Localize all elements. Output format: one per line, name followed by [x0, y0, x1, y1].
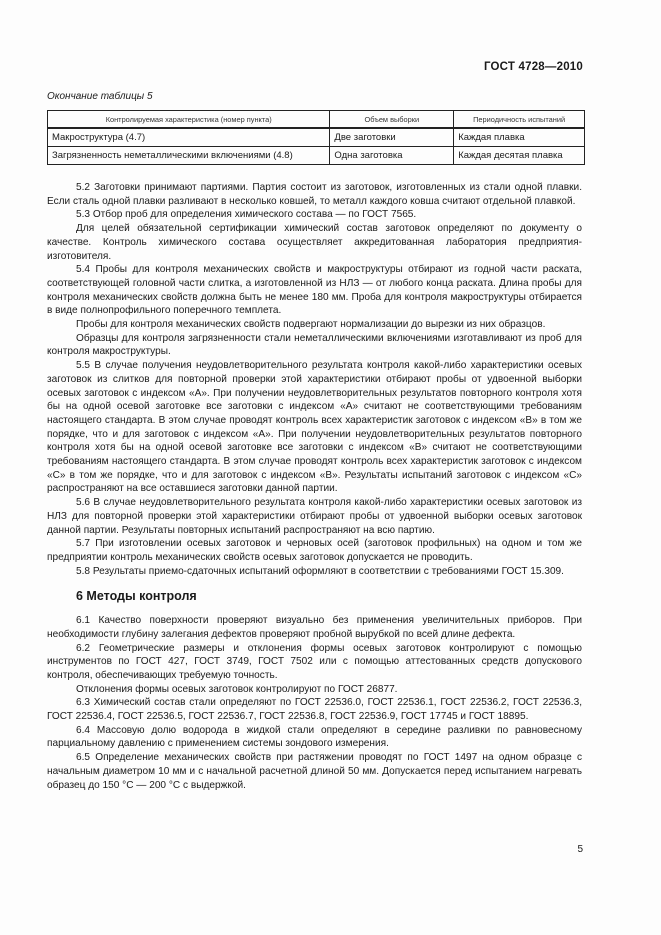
paragraph-5-4: 5.4 Пробы для контроля механических свойств и макроструктуры отбирают из годной части раската, соответствующей головной части слитка, а изготовленной из НЛЗ — от любого конца раската. Длина пробы для контроля механических свойств должна быть не менее 180 мм. Проба для контроля макроструктуры отбирается в виде полнопрофильного поперечного темплета.: [47, 264, 582, 317]
paragraph-5-4-cont-2: Образцы для контроля загрязненности стали неметаллическими включениями изготавливают из проб для контроля макроструктуры.: [47, 332, 582, 358]
paragraph-6-2-cont: Отклонения формы осевых заготовок контролируют по ГОСТ 26877.: [76, 683, 398, 695]
paragraph-6-3: 6.3 Химический состав стали определяют по ГОСТ 22536.0, ГОСТ 22536.1, ГОСТ 22536.2, ГОСТ 22536.3, ГОСТ 22536.4, ГОСТ 22536.5, ГОСТ 22536.7, ГОСТ 22536.8, ГОСТ 22536.9, ГОСТ 17745 и ГОСТ 18895.: [47, 697, 582, 723]
page-number: 5: [577, 844, 583, 855]
paragraph-6-5: 6.5 Определение механических свойств при растяжении проводят по ГОСТ 1497 на одном образце с начальным диаметром 10 мм и с начальной расчетной длиной 50 мм. Допускается перед испытанием нагревать образец до 150 °С — 200 °С с выдержкой.: [47, 752, 582, 791]
paragraph-5-3-cont: Для целей обязательной сертификации химический состав заготовок определяют по документу о качестве. Контроль химического состава осуществляет аккредитованная лаборатория предприятия-изготовителя.: [47, 223, 582, 262]
control-table: [47, 110, 585, 165]
table-cell: Каждая десятая плавка: [454, 147, 585, 165]
paragraph-5-2: 5.2 Заготовки принимают партиями. Партия состоит из заготовок, изготовленных из стали одной плавки. Если сталь одной плавки разливают в несколько ковшей, то металл каждого ковша считают отдельной плавкой.: [47, 182, 582, 207]
paragraph-5-8: 5.8 Результаты приемо-сдаточных испытаний оформляют в соответствии с требованиями ГОСТ 15.309.: [76, 565, 564, 577]
column-header-frequency: Периодичность испытаний: [454, 111, 585, 129]
paragraph-5-5: 5.5 В случае получения неудовлетворительного результата контроля какой-либо характеристики осевых заготовок из слитков для повторной проверки этой характеристики отбирают пробы от удвоенной выборки осевых заготовок с индексом «А». При получении неудовлетворительных результатов повторного контроля хотя бы на одной осевой заготовке все заготовки с индексом «А» считают не соответствующими требованиям настоящего стандарта. В этом случае проводят контроль всех характеристик заготовок с индексом «В» в том же порядке, что и для заготовок с индексом «А». При получении неудовлетворительных результатов повторного контроля хотя бы на одной осевой заготовке все заготовки с индексом «В» считают не соответствующими требованиям настоящего стандарта. В этом случае проводят контроль всех характеристик заготовок с индексом «С» в том же порядке, что и для заготовок с индексом «В». Результаты испытаний заготовок с индексом «С» распространяют на все оставшиеся заготовки данной партии.: [47, 360, 582, 495]
document-body: [47, 181, 582, 792]
table-cell: Макроструктура (4.7): [48, 128, 330, 147]
table-cell: Две заготовки: [330, 128, 454, 147]
table-cell: Каждая плавка: [454, 128, 585, 147]
paragraph-5-7: 5.7 При изготовлении осевых заготовок и черновых осей (заготовок профильных) на одном и том же предприятии контроль механических свойств осевых заготовок допускается не проводить.: [47, 538, 582, 563]
paragraph-5-4-cont: Пробы для контроля механических свойств подвергают нормализации до вырезки из них образцов.: [76, 319, 546, 331]
table-cell: Одна заготовка: [330, 147, 454, 165]
table-row: [48, 128, 585, 147]
table-caption: Окончание таблицы 5: [47, 91, 153, 102]
document-code: ГОСТ 4728—2010: [483, 61, 583, 73]
paragraph-5-3: 5.3 Отбор проб для определения химического состава — по ГОСТ 7565.: [76, 209, 417, 221]
column-header-sample-size: Объем выборки: [330, 111, 454, 129]
table-header-row: [48, 111, 585, 129]
paragraph-5-6: 5.6 В случае неудовлетворительного результата контроля какой-либо характеристики осевых заготовок из НЛЗ для повторной проверки этой характеристики отбирают пробы от удвоенной выборки осевых заготовок данной партии. Результаты повторных испытаний распространяют на всю партию.: [47, 497, 582, 536]
column-header-characteristic: Контролируемая характеристика (номер пункта): [48, 111, 330, 129]
paragraph-6-1: 6.1 Качество поверхности проверяют визуально без применения увеличительных приборов. При необходимости глубину залегания дефектов проверяют пробной вырубкой по всей длине дефекта.: [47, 615, 582, 640]
paragraph-6-2: 6.2 Геометрические размеры и отклонения формы осевых заготовок контролируют с помощью инструментов по ГОСТ 427, ГОСТ 3749, ГОСТ 7502 или с помощью аттестованных средств допускового контроля, обеспечивающих требуемую точность.: [47, 642, 582, 681]
table-cell: Загрязненность неметаллическими включениями (4.8): [48, 147, 330, 165]
section-6-heading: 6 Методы контроля: [76, 589, 197, 604]
paragraph-6-4: 6.4 Массовую долю водорода в жидкой стали определяют в середине разливки по равновесному парциальному давлению с применением системы зондового измерения.: [47, 724, 582, 750]
table-row: [48, 147, 585, 165]
